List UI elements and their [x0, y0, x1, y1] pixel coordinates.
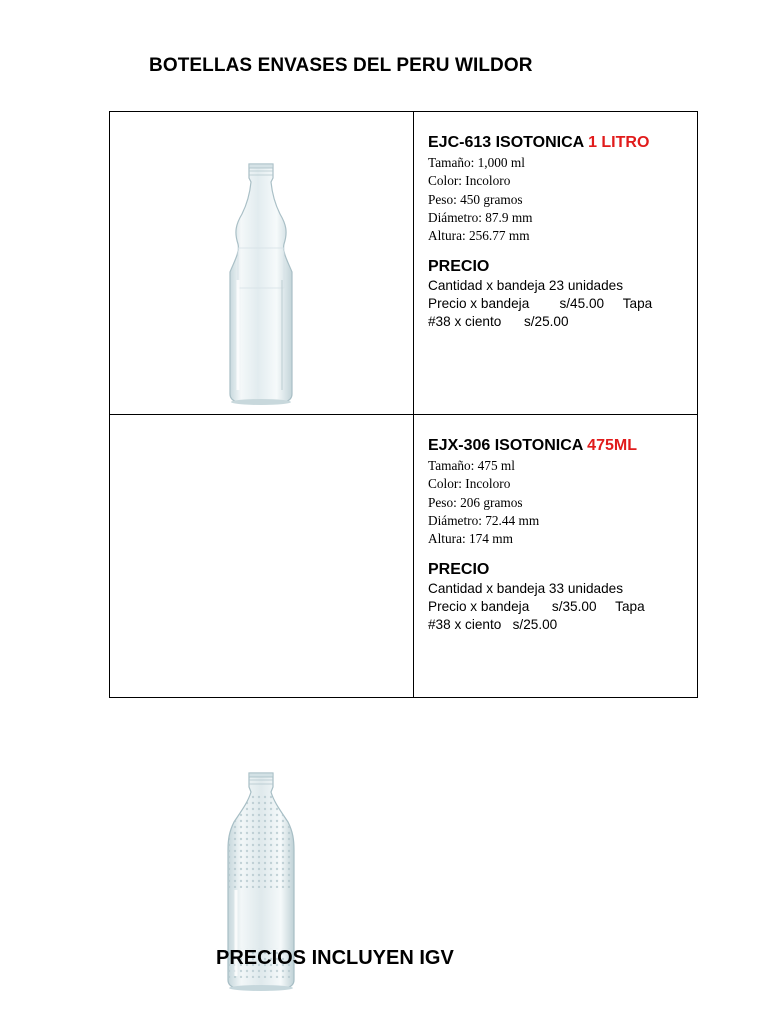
spec-weight: Peso: 450 gramos: [428, 191, 523, 207]
spec-height: Altura: 174 mm: [428, 531, 513, 547]
price-cap: #38 x ciento s/25.00: [428, 314, 569, 330]
spec-diameter: Diámetro: 87.9 mm: [428, 209, 533, 225]
spec-size: Tamaño: 475 ml: [428, 458, 515, 473]
spec-diameter: Diámetro: 72.44 mm: [428, 512, 540, 528]
product-capacity: 1 LITRO: [588, 134, 650, 151]
price-cap: #38 x ciento s/25.00: [428, 617, 558, 633]
spec-size: Tamaño: 1,000 ml: [428, 155, 525, 170]
glass-bottle-1l-icon: [222, 162, 300, 407]
product-row: [110, 415, 698, 698]
spec-color: Color: Incoloro: [428, 173, 511, 189]
spec-weight: Peso: 206 gramos: [428, 494, 523, 510]
price-quantity: Cantidad x bandeja 23 unidades: [428, 278, 623, 294]
price-heading: PRECIO: [428, 258, 490, 276]
product-info-cell: [414, 415, 698, 698]
price-heading: PRECIO: [428, 561, 490, 579]
price-per-tray: Precio x bandeja s/45.00 Tapa: [428, 296, 653, 312]
product-code-name: EJX-306 ISOTONICA: [428, 437, 583, 454]
product-image-cell: [110, 415, 414, 698]
footer-note: PRECIOS INCLUYEN IGV: [216, 947, 454, 969]
spec-color: Color: Incoloro: [428, 476, 511, 492]
page-title: BOTELLAS ENVASES DEL PERU WILDOR: [149, 55, 533, 76]
product-code-name: EJC-613 ISOTONICA: [428, 134, 584, 151]
spec-height: Altura: 256.77 mm: [428, 228, 530, 244]
product-row: [110, 112, 698, 415]
product-title: [428, 437, 697, 455]
price-quantity: Cantidad x bandeja 33 unidades: [428, 581, 623, 597]
price-per-tray: Precio x bandeja s/35.00 Tapa: [428, 599, 645, 615]
product-info-cell: [414, 112, 698, 415]
product-capacity: 475ML: [587, 437, 637, 454]
product-image-cell: [110, 112, 414, 415]
product-title: [428, 134, 697, 152]
product-table: [109, 111, 698, 698]
